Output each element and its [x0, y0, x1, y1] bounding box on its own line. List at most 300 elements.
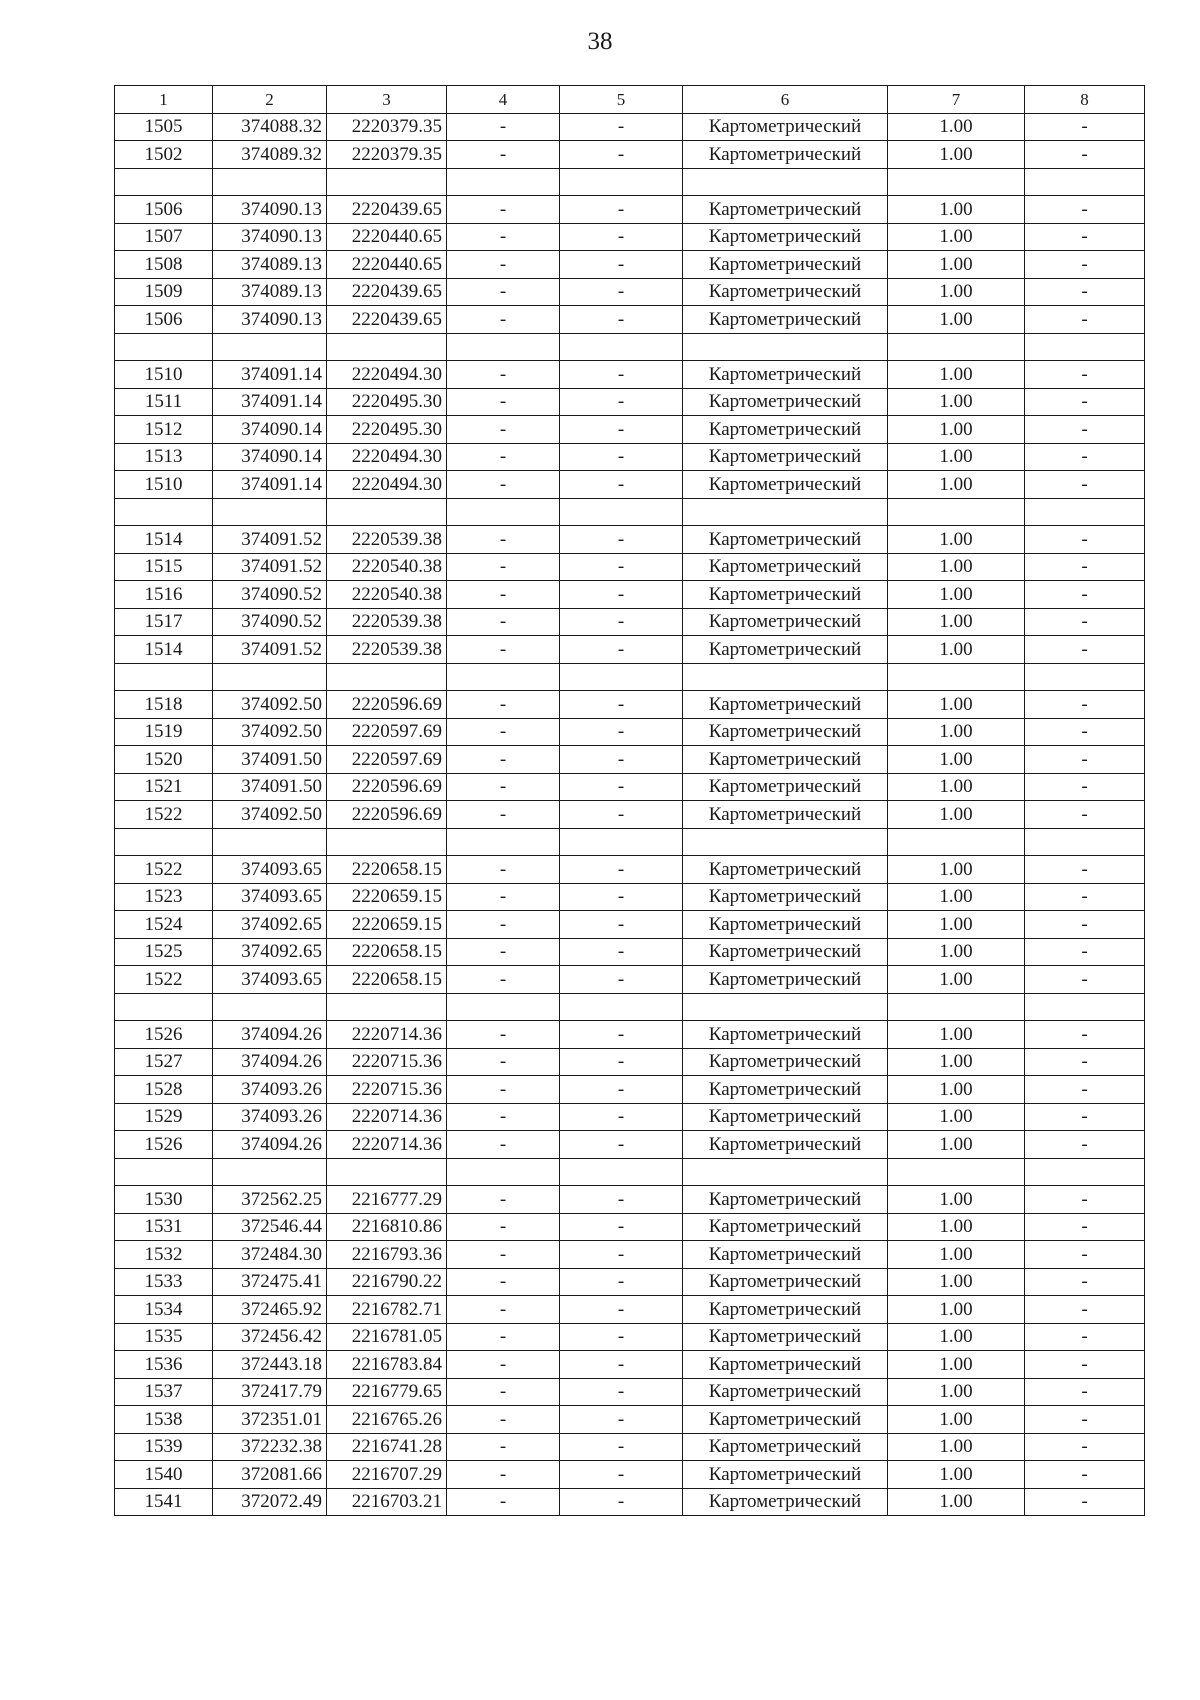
- cell-col-8: -: [1025, 196, 1145, 224]
- cell-col-5: -: [560, 1268, 683, 1296]
- cell-method: Картометрический: [683, 746, 888, 774]
- cell-accuracy: 1.00: [888, 1213, 1025, 1241]
- cell-y-coordinate: [327, 828, 447, 856]
- table-row: [115, 828, 1145, 856]
- cell-y-coordinate: 2216810.86: [327, 1213, 447, 1241]
- cell-x-coordinate: 374092.50: [213, 691, 327, 719]
- cell-x-coordinate: 374093.65: [213, 856, 327, 884]
- cell-col-5: [560, 333, 683, 361]
- cell-x-coordinate: 372475.41: [213, 1268, 327, 1296]
- cell-y-coordinate: 2220440.65: [327, 251, 447, 279]
- cell-x-coordinate: 374090.14: [213, 416, 327, 444]
- cell-col-4: -: [447, 1021, 560, 1049]
- cell-y-coordinate: [327, 498, 447, 526]
- header-cell-6: 6: [683, 86, 888, 114]
- cell-x-coordinate: 374091.14: [213, 471, 327, 499]
- table-row: [115, 223, 1145, 251]
- cell-accuracy: 1.00: [888, 1186, 1025, 1214]
- cell-col-4: -: [447, 1213, 560, 1241]
- cell-col-4: -: [447, 1241, 560, 1269]
- cell-point-number: 1537: [115, 1378, 213, 1406]
- cell-col-5: -: [560, 141, 683, 169]
- cell-method: Картометрический: [683, 1103, 888, 1131]
- cell-col-5: -: [560, 113, 683, 141]
- table-row: [115, 1241, 1145, 1269]
- cell-accuracy: 1.00: [888, 773, 1025, 801]
- header-cell-7: 7: [888, 86, 1025, 114]
- table-row: [115, 361, 1145, 389]
- cell-point-number: [115, 993, 213, 1021]
- cell-method: Картометрический: [683, 1461, 888, 1489]
- cell-y-coordinate: 2220539.38: [327, 526, 447, 554]
- cell-col-5: -: [560, 1296, 683, 1324]
- cell-col-4: [447, 168, 560, 196]
- cell-method: Картометрический: [683, 526, 888, 554]
- cell-col-8: -: [1025, 553, 1145, 581]
- cell-col-5: -: [560, 1461, 683, 1489]
- cell-x-coordinate: 374089.32: [213, 141, 327, 169]
- table-row: [115, 1488, 1145, 1516]
- cell-col-8: -: [1025, 636, 1145, 664]
- cell-col-5: -: [560, 1186, 683, 1214]
- cell-col-5: -: [560, 1406, 683, 1434]
- cell-point-number: 1506: [115, 306, 213, 334]
- cell-col-8: -: [1025, 416, 1145, 444]
- cell-col-4: -: [447, 1406, 560, 1434]
- cell-point-number: 1505: [115, 113, 213, 141]
- cell-point-number: 1535: [115, 1323, 213, 1351]
- cell-col-8: [1025, 993, 1145, 1021]
- cell-y-coordinate: [327, 1158, 447, 1186]
- cell-method: Картометрический: [683, 691, 888, 719]
- cell-col-5: [560, 1158, 683, 1186]
- cell-y-coordinate: 2220715.36: [327, 1076, 447, 1104]
- cell-accuracy: 1.00: [888, 1103, 1025, 1131]
- cell-y-coordinate: 2220439.65: [327, 306, 447, 334]
- cell-method: Картометрический: [683, 223, 888, 251]
- cell-point-number: 1502: [115, 141, 213, 169]
- cell-accuracy: 1.00: [888, 1131, 1025, 1159]
- table-row: [115, 388, 1145, 416]
- cell-col-8: -: [1025, 1296, 1145, 1324]
- table-row: [115, 883, 1145, 911]
- cell-col-5: -: [560, 526, 683, 554]
- cell-x-coordinate: 374089.13: [213, 278, 327, 306]
- table-row: [115, 1351, 1145, 1379]
- cell-col-5: [560, 663, 683, 691]
- table-header-row: [115, 86, 1145, 114]
- table-row: [115, 1103, 1145, 1131]
- cell-col-8: -: [1025, 1213, 1145, 1241]
- cell-method: Картометрический: [683, 1213, 888, 1241]
- cell-x-coordinate: 374090.52: [213, 608, 327, 636]
- cell-accuracy: 1.00: [888, 1488, 1025, 1516]
- table-row: [115, 443, 1145, 471]
- cell-y-coordinate: 2220714.36: [327, 1021, 447, 1049]
- cell-col-8: -: [1025, 278, 1145, 306]
- cell-method: Картометрический: [683, 1378, 888, 1406]
- cell-y-coordinate: 2220658.15: [327, 966, 447, 994]
- cell-col-5: -: [560, 1323, 683, 1351]
- cell-accuracy: 1.00: [888, 113, 1025, 141]
- cell-point-number: [115, 663, 213, 691]
- table-row: [115, 168, 1145, 196]
- cell-method: Картометрический: [683, 471, 888, 499]
- cell-y-coordinate: 2220539.38: [327, 608, 447, 636]
- cell-col-5: [560, 828, 683, 856]
- cell-col-4: -: [447, 1323, 560, 1351]
- table-row: [115, 113, 1145, 141]
- cell-x-coordinate: 374092.65: [213, 911, 327, 939]
- table-row: [115, 1296, 1145, 1324]
- table-row: [115, 1378, 1145, 1406]
- header-cell-3: 3: [327, 86, 447, 114]
- cell-y-coordinate: 2216782.71: [327, 1296, 447, 1324]
- cell-accuracy: 1.00: [888, 388, 1025, 416]
- cell-method: Картометрический: [683, 361, 888, 389]
- cell-accuracy: 1.00: [888, 691, 1025, 719]
- cell-col-8: -: [1025, 251, 1145, 279]
- cell-col-4: -: [447, 141, 560, 169]
- cell-x-coordinate: 374092.50: [213, 801, 327, 829]
- cell-point-number: 1528: [115, 1076, 213, 1104]
- cell-col-5: -: [560, 251, 683, 279]
- cell-method: Картометрический: [683, 141, 888, 169]
- cell-method: Картометрический: [683, 278, 888, 306]
- cell-y-coordinate: 2220494.30: [327, 471, 447, 499]
- cell-col-5: -: [560, 223, 683, 251]
- cell-point-number: 1533: [115, 1268, 213, 1296]
- cell-col-8: -: [1025, 361, 1145, 389]
- cell-point-number: [115, 828, 213, 856]
- cell-col-8: -: [1025, 911, 1145, 939]
- cell-col-4: -: [447, 416, 560, 444]
- cell-accuracy: 1.00: [888, 1323, 1025, 1351]
- cell-accuracy: 1.00: [888, 801, 1025, 829]
- cell-method: [683, 993, 888, 1021]
- table-row: [115, 1158, 1145, 1186]
- cell-col-8: -: [1025, 1406, 1145, 1434]
- cell-point-number: 1526: [115, 1021, 213, 1049]
- cell-x-coordinate: 374090.13: [213, 223, 327, 251]
- cell-col-4: -: [447, 113, 560, 141]
- table-row: [115, 911, 1145, 939]
- table-row: [115, 1433, 1145, 1461]
- table-row: [115, 1131, 1145, 1159]
- cell-col-5: -: [560, 1351, 683, 1379]
- cell-col-4: [447, 828, 560, 856]
- cell-col-4: -: [447, 251, 560, 279]
- cell-x-coordinate: 374091.50: [213, 773, 327, 801]
- cell-point-number: 1508: [115, 251, 213, 279]
- cell-method: Картометрический: [683, 1186, 888, 1214]
- cell-y-coordinate: 2220659.15: [327, 911, 447, 939]
- cell-x-coordinate: 374092.50: [213, 718, 327, 746]
- cell-y-coordinate: 2220714.36: [327, 1131, 447, 1159]
- cell-x-coordinate: 372072.49: [213, 1488, 327, 1516]
- page-number: 38: [587, 28, 613, 55]
- cell-point-number: [115, 333, 213, 361]
- table-row: [115, 773, 1145, 801]
- cell-col-5: -: [560, 1241, 683, 1269]
- cell-point-number: 1527: [115, 1048, 213, 1076]
- cell-col-5: -: [560, 746, 683, 774]
- cell-x-coordinate: [213, 333, 327, 361]
- cell-method: Картометрический: [683, 801, 888, 829]
- table-row: [115, 278, 1145, 306]
- cell-col-8: [1025, 168, 1145, 196]
- cell-col-4: -: [447, 1488, 560, 1516]
- cell-col-5: -: [560, 1213, 683, 1241]
- cell-y-coordinate: 2220539.38: [327, 636, 447, 664]
- cell-accuracy: 1.00: [888, 1296, 1025, 1324]
- cell-col-4: -: [447, 526, 560, 554]
- cell-point-number: [115, 168, 213, 196]
- cell-y-coordinate: 2216793.36: [327, 1241, 447, 1269]
- cell-method: Картометрический: [683, 553, 888, 581]
- cell-col-4: -: [447, 1296, 560, 1324]
- cell-accuracy: 1.00: [888, 911, 1025, 939]
- cell-point-number: 1512: [115, 416, 213, 444]
- cell-col-8: -: [1025, 223, 1145, 251]
- cell-point-number: 1513: [115, 443, 213, 471]
- cell-col-8: -: [1025, 526, 1145, 554]
- cell-col-5: -: [560, 278, 683, 306]
- cell-col-8: -: [1025, 883, 1145, 911]
- cell-accuracy: 1.00: [888, 141, 1025, 169]
- cell-accuracy: [888, 663, 1025, 691]
- cell-method: Картометрический: [683, 636, 888, 664]
- cell-method: Картометрический: [683, 938, 888, 966]
- cell-point-number: 1518: [115, 691, 213, 719]
- coordinates-table: [114, 85, 1145, 1516]
- cell-y-coordinate: [327, 663, 447, 691]
- cell-accuracy: 1.00: [888, 1406, 1025, 1434]
- cell-col-5: -: [560, 1048, 683, 1076]
- cell-point-number: 1525: [115, 938, 213, 966]
- cell-point-number: 1510: [115, 361, 213, 389]
- cell-x-coordinate: 372417.79: [213, 1378, 327, 1406]
- cell-y-coordinate: 2220495.30: [327, 388, 447, 416]
- cell-accuracy: 1.00: [888, 966, 1025, 994]
- cell-col-4: -: [447, 636, 560, 664]
- table-row: [115, 938, 1145, 966]
- cell-point-number: 1509: [115, 278, 213, 306]
- cell-point-number: 1530: [115, 1186, 213, 1214]
- cell-x-coordinate: 372484.30: [213, 1241, 327, 1269]
- cell-col-5: -: [560, 1378, 683, 1406]
- cell-x-coordinate: 372232.38: [213, 1433, 327, 1461]
- cell-col-4: -: [447, 1433, 560, 1461]
- cell-col-4: -: [447, 883, 560, 911]
- header-cell-5: 5: [560, 86, 683, 114]
- cell-point-number: 1517: [115, 608, 213, 636]
- cell-point-number: 1510: [115, 471, 213, 499]
- cell-point-number: 1524: [115, 911, 213, 939]
- cell-col-4: -: [447, 471, 560, 499]
- cell-x-coordinate: 374091.14: [213, 361, 327, 389]
- cell-accuracy: 1.00: [888, 581, 1025, 609]
- coordinates-table-body: [115, 86, 1145, 1516]
- cell-method: [683, 828, 888, 856]
- cell-y-coordinate: 2220540.38: [327, 581, 447, 609]
- cell-col-5: -: [560, 883, 683, 911]
- table-row: [115, 691, 1145, 719]
- cell-col-5: -: [560, 196, 683, 224]
- cell-col-8: [1025, 828, 1145, 856]
- cell-point-number: 1536: [115, 1351, 213, 1379]
- cell-col-8: -: [1025, 1131, 1145, 1159]
- cell-x-coordinate: 374090.52: [213, 581, 327, 609]
- cell-col-8: -: [1025, 306, 1145, 334]
- table-row: [115, 498, 1145, 526]
- table-row: [115, 1213, 1145, 1241]
- cell-x-coordinate: 372546.44: [213, 1213, 327, 1241]
- cell-accuracy: 1.00: [888, 223, 1025, 251]
- cell-col-5: [560, 498, 683, 526]
- cell-x-coordinate: 374093.65: [213, 966, 327, 994]
- cell-method: Картометрический: [683, 581, 888, 609]
- cell-method: Картометрический: [683, 1076, 888, 1104]
- cell-point-number: 1534: [115, 1296, 213, 1324]
- cell-y-coordinate: 2220439.65: [327, 196, 447, 224]
- cell-col-4: -: [447, 361, 560, 389]
- cell-col-4: -: [447, 1186, 560, 1214]
- cell-accuracy: 1.00: [888, 1268, 1025, 1296]
- cell-point-number: 1515: [115, 553, 213, 581]
- cell-col-8: -: [1025, 1351, 1145, 1379]
- cell-point-number: 1531: [115, 1213, 213, 1241]
- table-row: [115, 608, 1145, 636]
- cell-y-coordinate: 2216707.29: [327, 1461, 447, 1489]
- cell-col-5: -: [560, 938, 683, 966]
- cell-x-coordinate: 372456.42: [213, 1323, 327, 1351]
- cell-point-number: 1511: [115, 388, 213, 416]
- cell-col-4: [447, 993, 560, 1021]
- table-row: [115, 801, 1145, 829]
- cell-col-8: -: [1025, 856, 1145, 884]
- cell-x-coordinate: 374091.14: [213, 388, 327, 416]
- cell-point-number: 1526: [115, 1131, 213, 1159]
- cell-accuracy: 1.00: [888, 1378, 1025, 1406]
- cell-col-4: [447, 333, 560, 361]
- cell-col-4: -: [447, 966, 560, 994]
- table-row: [115, 856, 1145, 884]
- cell-col-4: -: [447, 746, 560, 774]
- cell-col-4: -: [447, 1076, 560, 1104]
- cell-method: Картометрический: [683, 388, 888, 416]
- cell-col-4: -: [447, 388, 560, 416]
- header-cell-8: 8: [1025, 86, 1145, 114]
- cell-accuracy: 1.00: [888, 1076, 1025, 1104]
- table-row: [115, 196, 1145, 224]
- table-row: [115, 1186, 1145, 1214]
- cell-col-4: -: [447, 1351, 560, 1379]
- cell-col-4: -: [447, 553, 560, 581]
- cell-point-number: 1514: [115, 636, 213, 664]
- cell-col-8: -: [1025, 1488, 1145, 1516]
- table-row: [115, 1048, 1145, 1076]
- cell-col-4: -: [447, 278, 560, 306]
- cell-col-5: -: [560, 1433, 683, 1461]
- cell-accuracy: [888, 168, 1025, 196]
- cell-col-4: -: [447, 856, 560, 884]
- cell-point-number: 1520: [115, 746, 213, 774]
- cell-x-coordinate: 374090.13: [213, 306, 327, 334]
- table-row: [115, 553, 1145, 581]
- cell-col-5: -: [560, 306, 683, 334]
- cell-y-coordinate: 2220597.69: [327, 746, 447, 774]
- cell-col-5: -: [560, 443, 683, 471]
- cell-accuracy: 1.00: [888, 553, 1025, 581]
- table-row: [115, 1461, 1145, 1489]
- cell-col-8: -: [1025, 141, 1145, 169]
- cell-accuracy: 1.00: [888, 443, 1025, 471]
- cell-col-5: -: [560, 691, 683, 719]
- table-row: [115, 141, 1145, 169]
- cell-accuracy: 1.00: [888, 526, 1025, 554]
- cell-col-5: -: [560, 553, 683, 581]
- cell-col-5: -: [560, 361, 683, 389]
- cell-accuracy: 1.00: [888, 196, 1025, 224]
- cell-accuracy: 1.00: [888, 746, 1025, 774]
- cell-col-8: -: [1025, 1186, 1145, 1214]
- cell-col-5: -: [560, 416, 683, 444]
- cell-point-number: [115, 1158, 213, 1186]
- cell-col-4: -: [447, 773, 560, 801]
- cell-x-coordinate: 374092.65: [213, 938, 327, 966]
- header-cell-4: 4: [447, 86, 560, 114]
- cell-col-4: [447, 498, 560, 526]
- cell-x-coordinate: 374090.14: [213, 443, 327, 471]
- cell-accuracy: 1.00: [888, 938, 1025, 966]
- cell-point-number: 1522: [115, 856, 213, 884]
- cell-y-coordinate: 2216790.22: [327, 1268, 447, 1296]
- cell-col-4: -: [447, 196, 560, 224]
- cell-y-coordinate: 2216777.29: [327, 1186, 447, 1214]
- cell-x-coordinate: 374093.26: [213, 1103, 327, 1131]
- table-row: [115, 251, 1145, 279]
- table-row: [115, 416, 1145, 444]
- cell-col-8: -: [1025, 773, 1145, 801]
- table-row: [115, 1406, 1145, 1434]
- cell-col-8: -: [1025, 966, 1145, 994]
- cell-y-coordinate: 2216703.21: [327, 1488, 447, 1516]
- cell-x-coordinate: 374094.26: [213, 1131, 327, 1159]
- cell-accuracy: 1.00: [888, 636, 1025, 664]
- cell-point-number: 1521: [115, 773, 213, 801]
- cell-method: Картометрический: [683, 1131, 888, 1159]
- table-row: [115, 1021, 1145, 1049]
- table-row: [115, 581, 1145, 609]
- cell-col-8: -: [1025, 1241, 1145, 1269]
- cell-accuracy: 1.00: [888, 883, 1025, 911]
- table-row: [115, 718, 1145, 746]
- cell-col-4: -: [447, 1103, 560, 1131]
- cell-method: Картометрический: [683, 1048, 888, 1076]
- cell-point-number: 1541: [115, 1488, 213, 1516]
- cell-accuracy: 1.00: [888, 1048, 1025, 1076]
- cell-accuracy: 1.00: [888, 251, 1025, 279]
- cell-col-8: -: [1025, 581, 1145, 609]
- cell-point-number: 1506: [115, 196, 213, 224]
- cell-x-coordinate: 374093.26: [213, 1076, 327, 1104]
- cell-col-8: -: [1025, 113, 1145, 141]
- cell-col-8: -: [1025, 801, 1145, 829]
- cell-x-coordinate: 374093.65: [213, 883, 327, 911]
- cell-col-5: -: [560, 966, 683, 994]
- cell-col-4: -: [447, 1461, 560, 1489]
